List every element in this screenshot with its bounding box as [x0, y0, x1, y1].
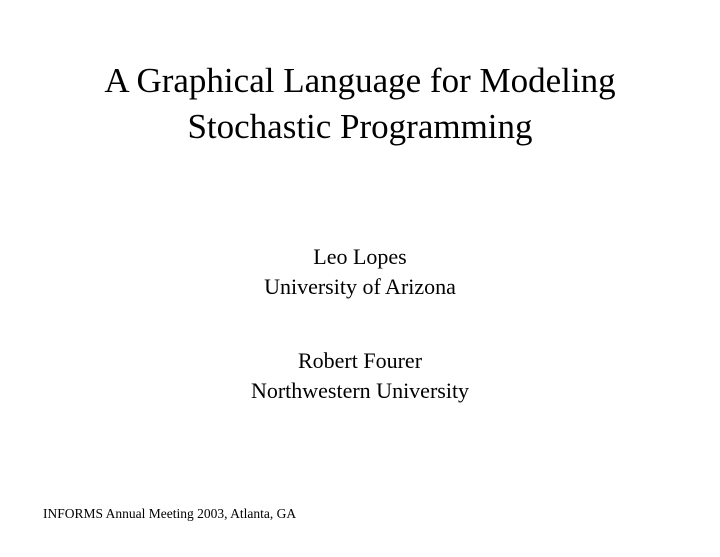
footer-text: INFORMS Annual Meeting 2003, Atlanta, GA — [43, 506, 297, 521]
author-name-1: Leo Lopes — [313, 244, 407, 269]
title-line-2: Stochastic Programming — [187, 107, 533, 146]
author-block — [0, 242, 720, 406]
title-line-1: A Graphical Language for Modeling — [104, 61, 616, 100]
author-name-2: Robert Fourer — [297, 348, 423, 373]
author-spacer — [0, 302, 720, 346]
author-affiliation-2: Northwestern University — [250, 378, 470, 403]
slide-title — [0, 58, 720, 150]
author-affiliation-1: University of Arizona — [264, 274, 456, 299]
